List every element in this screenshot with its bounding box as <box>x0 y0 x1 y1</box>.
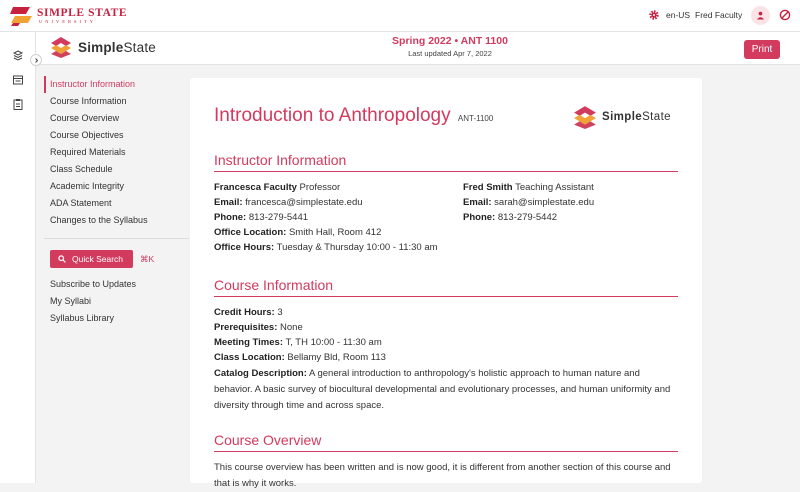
nav-my-syllabi[interactable]: My Syllabi <box>50 296 92 306</box>
last-updated: Last updated Apr 7, 2022 <box>408 49 492 58</box>
account-button[interactable] <box>751 6 770 25</box>
nav-instructor-information[interactable]: Instructor Information <box>44 76 192 93</box>
syllabus-document <box>190 78 702 489</box>
top-bar <box>0 0 800 32</box>
chevron-right-icon <box>33 57 40 64</box>
document-title: Introduction to Anthropology ANT-1100 <box>214 105 494 126</box>
clipboard-icon[interactable] <box>12 98 24 110</box>
nav-course-objectives[interactable]: Course Objectives <box>50 130 124 140</box>
nav-course-information[interactable]: Course Information <box>50 96 127 106</box>
instructor-email: Email: francesca@simplestate.edu <box>214 197 363 208</box>
course-info-heading: Course Information <box>214 277 678 297</box>
stack-icon[interactable] <box>12 50 24 62</box>
nav-syllabus-library[interactable]: Syllabus Library <box>50 313 115 323</box>
card-brand-name: SimpleState <box>602 111 671 123</box>
user-name[interactable]: Fred Faculty <box>695 10 743 20</box>
meeting-times: Meeting Times: T, TH 10:00 - 11:30 am <box>214 337 382 348</box>
card-icon[interactable] <box>12 74 24 86</box>
nav-academic-integrity[interactable]: Academic Integrity <box>50 181 125 191</box>
icon-rail <box>0 32 36 483</box>
nav-changes-to-syllabus[interactable]: Changes to the Syllabus <box>50 215 148 225</box>
instructor-office-hours: Office Hours: Tuesday & Thursday 10:00 - 11:30 am <box>214 242 438 253</box>
nav-subscribe-to-updates[interactable]: Subscribe to Updates <box>50 279 137 289</box>
logout-icon[interactable] <box>779 9 791 21</box>
assistant-email: Email: sarah@simplestate.edu <box>463 197 595 208</box>
course-code: ANT-1100 <box>457 114 494 123</box>
course-overview-heading: Course Overview <box>214 432 678 452</box>
catalog-description: Catalog Description: A general introduction to anthropology's holistic approach to human nature and behavior. A basic survey of biocultural developmental and evolutionary processes, and human uniformity and diversity through time and across space. <box>214 368 671 411</box>
quick-search-row <box>44 248 192 270</box>
term-course-title: Spring 2022 • ANT 1100 <box>392 35 508 47</box>
nav-course-overview[interactable]: Course Overview <box>50 113 120 123</box>
syllabus-nav <box>44 76 192 327</box>
nav-class-schedule[interactable]: Class Schedule <box>50 164 113 174</box>
assistant-name: Fred Smith Teaching Assistant <box>463 182 594 193</box>
nav-divider <box>44 238 189 239</box>
rail-toggle-button[interactable] <box>30 54 42 66</box>
prerequisites: Prerequisites: None <box>214 322 303 333</box>
assistant-phone: Phone: 813-279-5442 <box>463 212 558 223</box>
quick-search-button[interactable] <box>50 250 133 268</box>
instructor-info-heading: Instructor Information <box>214 152 678 172</box>
university-subtitle: UNIVERSITY <box>39 19 96 24</box>
university-logo-icon <box>10 5 32 27</box>
gear-icon[interactable] <box>648 9 660 21</box>
nav-ada-statement[interactable]: ADA Statement <box>50 198 112 208</box>
simplestate-logo-icon <box>50 36 72 58</box>
locale-selector[interactable]: en-US <box>666 10 691 20</box>
instructor-name: Francesca Faculty Professor <box>214 182 341 193</box>
instructor-phone: Phone: 813-279-5441 <box>214 212 309 223</box>
syllabus-header <box>36 32 800 65</box>
user-icon <box>756 11 765 20</box>
quick-search-label: Quick Search <box>72 254 124 264</box>
course-overview-text: This course overview has been written and is now good, it is different from another section of this course and that is why it works. <box>214 462 671 489</box>
brand-name: SimpleState <box>78 40 156 55</box>
search-icon <box>58 255 66 263</box>
nav-required-materials[interactable]: Required Materials <box>50 147 126 157</box>
print-button[interactable]: Print <box>744 40 780 59</box>
class-location: Class Location: Bellamy Bld, Room 113 <box>214 352 386 363</box>
credit-hours: Credit Hours: 3 <box>214 307 283 318</box>
instructor-office-location: Office Location: Smith Hall, Room 412 <box>214 227 382 238</box>
simplestate-logo-icon <box>573 105 597 129</box>
university-name: SIMPLE STATE <box>37 7 128 19</box>
keyboard-shortcut: ⌘K <box>140 254 155 264</box>
